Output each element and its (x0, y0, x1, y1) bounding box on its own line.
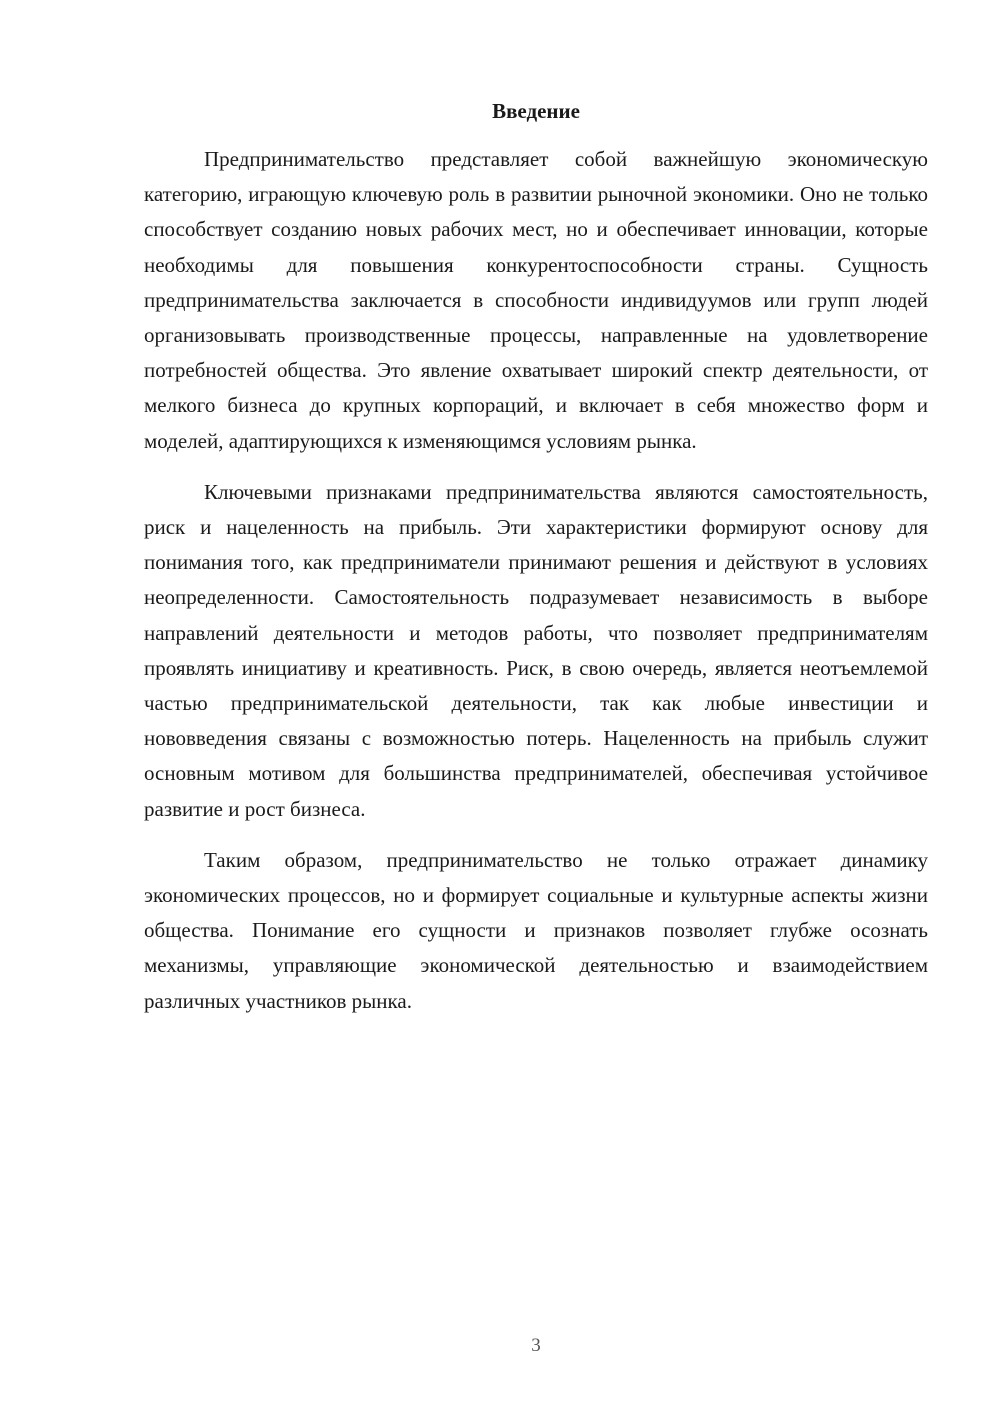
page-title: Введение (492, 99, 580, 123)
body-text (144, 142, 928, 1035)
paragraph-1: Предпринимательство представляет собой важнейшую экономическую категорию, играющую ключевую роль в развитии рыночной экономики. Оно не только способствует созданию новых рабочих мест, но и обеспечивает инновации, которые необходимы для повышения конкурентоспособности страны. Сущность предпринимательства заключается в способности индивидуумов или групп людей организовывать производственные процессы, направленные на удовлетворение потребностей общества. Это явление охватывает широкий спектр деятельности, от мелкого бизнеса до крупных корпораций, и включает в себя множество форм и моделей, адаптирующихся к изменяющимся условиям рынка. (144, 147, 928, 453)
page-number: 3 (531, 1335, 541, 1356)
paragraph-3: Таким образом, предпринимательство не только отражает динамику экономических процессов, но и формирует социальные и культурные аспекты жизни общества. Понимание его сущности и признаков позволяет глубже осознать механизмы, управляющие экономической деятельностью и взаимодействием различных участников рынка. (144, 847, 928, 1013)
paragraph-2: Ключевыми признаками предпринимательства являются самостоятельность, риск и нацеленность на прибыль. Эти характеристики формируют основу для понимания того, как предприниматели принимают решения и действуют в условиях неопределенности. Самостоятельность подразумевает независимость в выборе направлений деятельности и методов работы, что позволяет предпринимателям проявлять инициативу и креативность. Риск, в свою очередь, является неотъемлемой частью предпринимательской деятельности, так как любые инвестиции и нововведения связаны с возможностью потерь. Нацеленность на прибыль служит основным мотивом для большинства предпринимателей, обеспечивая устойчивое развитие и рост бизнеса. (144, 479, 928, 821)
